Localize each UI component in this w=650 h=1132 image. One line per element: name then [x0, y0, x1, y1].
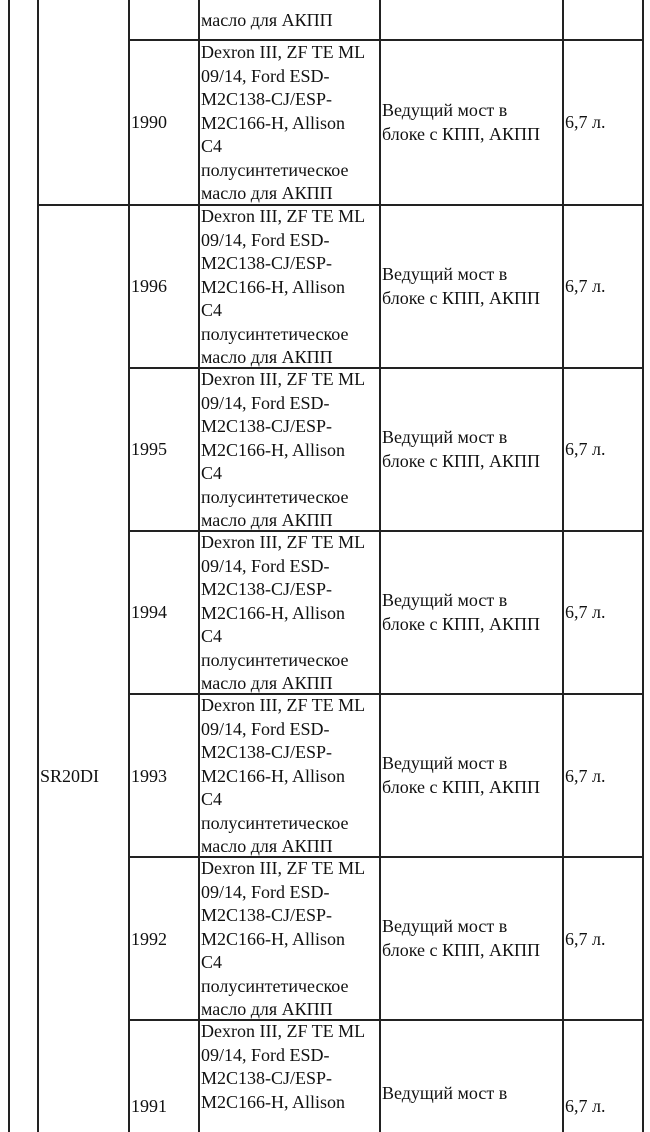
fluid-line: полусинтетическое	[201, 649, 349, 670]
year-cell: 1991	[131, 1096, 167, 1116]
unit-col-border	[379, 0, 381, 1132]
fluid-line: масло для АКПП	[201, 673, 333, 693]
fluid-line: Dexron III, ZF TE ML	[201, 1021, 366, 1041]
unit-line: Ведущий мост в	[382, 264, 508, 284]
fluid-line: C4	[201, 626, 223, 646]
fluid-line: полусинтетическое	[201, 975, 349, 996]
year-cell: 1996	[131, 276, 167, 296]
fluid-line: масло для АКПП	[201, 10, 333, 30]
fluid-line: C4	[201, 789, 223, 809]
year-cell: 1994	[131, 602, 167, 622]
unit-line: Ведущий мост в	[382, 590, 508, 610]
volume-cell: 6,7 л.	[565, 112, 606, 132]
outer-right-border	[642, 0, 644, 1132]
fluid-cell	[201, 1020, 365, 1114]
fluid-col-border	[198, 0, 200, 1132]
fluid-line: 09/14, Ford ESD-	[201, 718, 330, 739]
unit-line: блоке с КПП, АКПП	[382, 123, 540, 144]
year-cell: 1992	[131, 929, 167, 949]
outer-left-border	[8, 0, 10, 1132]
volume-cell: 6,7 л.	[565, 602, 606, 622]
fluid-line: Dexron III, ZF TE ML	[201, 858, 366, 878]
unit-line: Ведущий мост в	[382, 100, 508, 120]
fluid-line: M2C138-CJ/ESP-	[201, 742, 333, 762]
fluid-cell-fragment	[201, 9, 333, 33]
fluid-line: M2C138-CJ/ESP-	[201, 905, 333, 925]
unit-cell	[382, 426, 540, 473]
fluid-cell	[201, 857, 365, 1022]
fluid-line: M2C138-CJ/ESP-	[201, 253, 333, 273]
fluid-line: полусинтетическое	[201, 812, 349, 833]
fluid-line: Dexron III, ZF TE ML	[201, 695, 366, 715]
fluid-line: Dexron III, ZF TE ML	[201, 369, 366, 389]
unit-line: Ведущий мост в	[382, 753, 508, 773]
fluid-line: M2C166-H, Allison	[201, 112, 346, 133]
fluid-line: масло для АКПП	[201, 347, 333, 367]
volume-cell: 6,7 л.	[565, 766, 606, 786]
volume-cell: 6,7 л.	[565, 276, 606, 296]
fluid-line: 09/14, Ford ESD-	[201, 392, 330, 413]
unit-line: Ведущий мост в	[382, 1083, 508, 1103]
volume-col-border	[562, 0, 564, 1132]
fluid-line: C4	[201, 136, 223, 156]
fluid-line: 09/14, Ford ESD-	[201, 65, 330, 86]
fluid-cell	[201, 694, 365, 859]
volume-cell: 6,7 л.	[565, 439, 606, 459]
unit-cell	[382, 99, 540, 146]
volume-cell: 6,7 л.	[565, 1096, 606, 1116]
fluid-line: C4	[201, 952, 223, 972]
fluid-line: M2C166-H, Allison	[201, 439, 346, 460]
year-cell: 1990	[131, 112, 167, 132]
fluid-line: полусинтетическое	[201, 323, 349, 344]
fluid-line: Dexron III, ZF TE ML	[201, 206, 366, 226]
unit-cell	[382, 752, 540, 799]
fluid-line: масло для АКПП	[201, 836, 333, 856]
fluid-line: M2C138-CJ/ESP-	[201, 89, 333, 109]
unit-cell	[382, 589, 540, 636]
fluid-line: M2C166-H, Allison	[201, 276, 346, 297]
unit-cell	[382, 263, 540, 310]
unit-line: Ведущий мост в	[382, 427, 508, 447]
fluid-line: масло для АКПП	[201, 183, 333, 203]
fluid-line: Dexron III, ZF TE ML	[201, 532, 366, 552]
unit-line: блоке с КПП, АКПП	[382, 450, 540, 471]
fluid-cell	[201, 368, 365, 533]
fluid-line: C4	[201, 463, 223, 483]
fluid-line: 09/14, Ford ESD-	[201, 555, 330, 576]
fluid-line: M2C166-H, Allison	[201, 928, 346, 949]
fluid-line: 09/14, Ford ESD-	[201, 229, 330, 250]
fluid-line: масло для АКПП	[201, 510, 333, 530]
fluid-cell	[201, 205, 365, 370]
fluid-line: M2C166-H, Allison	[201, 602, 346, 623]
engine-col-border	[37, 0, 39, 1132]
unit-line: блоке с КПП, АКПП	[382, 776, 540, 797]
fluid-line: C4	[201, 300, 223, 320]
fluid-line: 09/14, Ford ESD-	[201, 881, 330, 902]
fluid-line: Dexron III, ZF TE ML	[201, 42, 366, 62]
year-cell: 1995	[131, 439, 167, 459]
fluid-cell	[201, 41, 365, 206]
year-col-border	[128, 0, 130, 1132]
fluid-line: M2C138-CJ/ESP-	[201, 1068, 333, 1088]
fluid-line: M2C138-CJ/ESP-	[201, 416, 333, 436]
fluid-line: полусинтетическое	[201, 159, 349, 180]
unit-cell	[382, 1082, 507, 1106]
fluid-line: M2C138-CJ/ESP-	[201, 579, 333, 599]
unit-line: блоке с КПП, АКПП	[382, 287, 540, 308]
fluid-line: M2C166-H, Allison	[201, 1091, 346, 1112]
volume-cell: 6,7 л.	[565, 929, 606, 949]
fluid-line: масло для АКПП	[201, 999, 333, 1019]
unit-line: блоке с КПП, АКПП	[382, 613, 540, 634]
fluid-line: полусинтетическое	[201, 486, 349, 507]
unit-line: Ведущий мост в	[382, 916, 508, 936]
unit-cell	[382, 915, 540, 962]
year-cell: 1993	[131, 766, 167, 786]
engine-cell: SR20DI	[40, 766, 100, 786]
unit-line: блоке с КПП, АКПП	[382, 939, 540, 960]
fluid-line: M2C166-H, Allison	[201, 765, 346, 786]
fluid-cell	[201, 531, 365, 696]
fluid-line: 09/14, Ford ESD-	[201, 1044, 330, 1065]
